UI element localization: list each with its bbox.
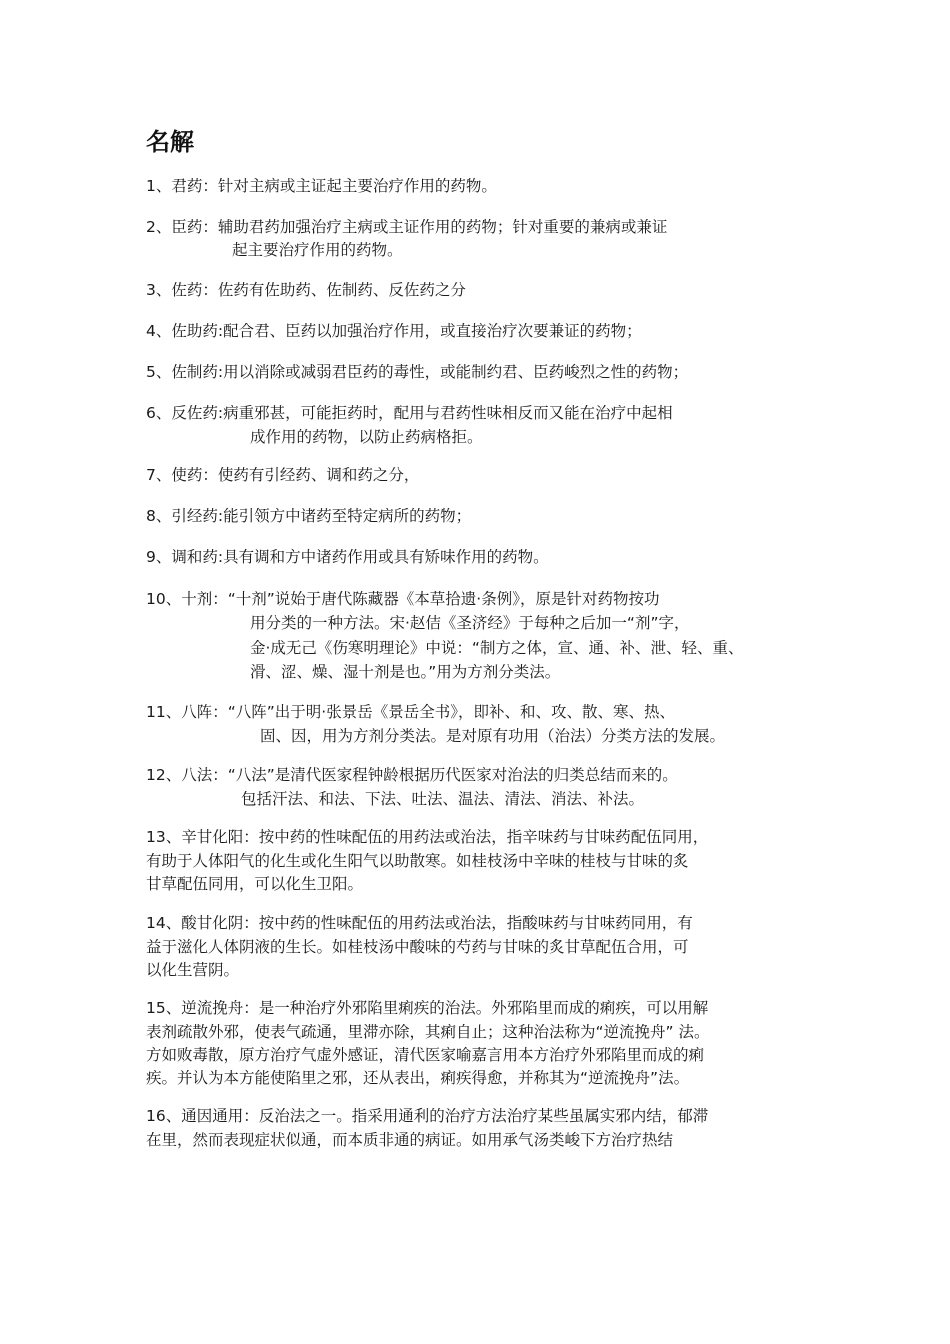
entry-7-line-1: 7、使药：使药有引经药、调和药之分， — [146, 466, 420, 484]
entry-4-line-1: 4、佐助药:配合君、臣药以加强治疗作用，或直接治疗次要兼证的药物； — [146, 322, 642, 340]
entry-14-line-2: 益于滋化人体阴液的生长。如桂枝汤中酸味的芍药与甘味的炙甘草配伍合用，可 — [146, 938, 689, 956]
entry-4-label: 4、佐助药: — [146, 322, 224, 340]
entry-1-line-1: 1、君药：针对主病或主证起主要治疗作用的药物。 — [146, 177, 497, 195]
entry-15-label: 15、逆流挽舟： — [146, 999, 259, 1017]
entry-12-line-1: 12、八法：“八法”是清代医家程钟龄根据历代医家对治法的归类总结而来的。 — [146, 766, 678, 784]
entry-11-label: 11、八阵： — [146, 703, 228, 721]
entry-16-line-1: 16、通因通用：反治法之一。指采用通利的治疗方法治疗某些虽属实邪内结，郁滞 — [146, 1107, 709, 1125]
entry-13-line-3: 甘草配伍同用，可以化生卫阳。 — [146, 875, 364, 893]
entry-5-line-1: 5、佐制药:用以消除或减弱君臣药的毒性，或能制约君、臣药峻烈之性的药物； — [146, 363, 689, 381]
entry-14-line-3: 以化生营阴。 — [146, 961, 240, 979]
page-title: 名解 — [146, 128, 194, 156]
entry-10-line-1: 10、十剂：“十剂”说始于唐代陈藏器《本草拾遗·条例》，原是针对药物按功 — [146, 590, 660, 608]
entry-12-line-2: 包括汗法、和法、下法、吐法、温法、清法、消法、补法。 — [241, 790, 645, 808]
entry-3-label: 3、佐药： — [146, 281, 218, 299]
entry-2-label: 2、臣药： — [146, 218, 218, 236]
entry-6-label: 6、反佐药: — [146, 404, 224, 422]
entry-15-line-4: 疾。并认为本方能使陷里之邪，还从表出，痢疾得愈，并称其为“逆流挽舟”法。 — [146, 1069, 690, 1087]
entry-3-line-1: 3、佐药：佐药有佐助药、佐制药、反佐药之分 — [146, 281, 466, 299]
entry-10-line-4: 滑、涩、燥、湿十剂是也。”用为方剂分类法。 — [250, 663, 561, 681]
entry-11-line-2: 固、因，用为方剂分类法。是对原有功用（治法）分类方法的发展。 — [260, 727, 726, 745]
entry-10-line-3: 金·成无己《伤寒明理论》中说：“制方之体，宣、通、补、泄、轻、重、 — [250, 639, 744, 657]
entry-2-line-2: 起主要治疗作用的药物。 — [232, 241, 403, 259]
entry-8-label: 8、引经药: — [146, 507, 224, 525]
entry-13-label: 13、辛甘化阳： — [146, 828, 259, 846]
entry-16-label: 16、通因通用： — [146, 1107, 259, 1125]
entry-15-line-1: 15、逆流挽舟：是一种治疗外邪陷里痢疾的治法。外邪陷里而成的痢疾，可以用解 — [146, 999, 709, 1017]
entry-2-line-1: 2、臣药：辅助君药加强治疗主病或主证作用的药物；针对重要的兼病或兼证 — [146, 218, 668, 236]
entry-7-label: 7、使药： — [146, 466, 218, 484]
entry-6-line-1: 6、反佐药:病重邪甚，可能拒药时，配用与君药性味相反而又能在治疗中起相 — [146, 404, 673, 422]
entry-11-line-1: 11、八阵：“八阵”出于明·张景岳《景岳全书》，即补、和、攻、散、寒、热、 — [146, 703, 675, 721]
entry-12-label: 12、八法： — [146, 766, 228, 784]
entry-9-label: 9、调和药: — [146, 548, 224, 566]
entry-8-line-1: 8、引经药:能引领方中诸药至特定病所的药物； — [146, 507, 472, 525]
entry-6-line-2: 成作用的药物，以防止药病格拒。 — [250, 428, 483, 446]
entry-10-label: 10、十剂： — [146, 590, 228, 608]
entry-1-label: 1、君药： — [146, 177, 218, 195]
entry-10-line-2: 用分类的一种方法。宋·赵佶《圣济经》于每种之后加一“剂”字， — [250, 614, 690, 632]
entry-13-line-2: 有助于人体阳气的化生或化生阳气以助散寒。如桂枝汤中辛味的桂枝与甘味的炙 — [146, 852, 689, 870]
entry-15-line-3: 方如败毒散，原方治疗气虚外感证，清代医家喻嘉言用本方治疗外邪陷里而成的痢 — [146, 1046, 705, 1064]
entry-13-line-1: 13、辛甘化阳：按中药的性味配伍的用药法或治法，指辛味药与甘味药配伍同用， — [146, 828, 709, 846]
entry-14-label: 14、酸甘化阴： — [146, 914, 259, 932]
entry-14-line-1: 14、酸甘化阴：按中药的性味配伍的用药法或治法，指酸味药与甘味药同用，有 — [146, 914, 693, 932]
entry-9-line-1: 9、调和药:具有调和方中诸药作用或具有矫味作用的药物。 — [146, 548, 549, 566]
entry-5-label: 5、佐制药: — [146, 363, 224, 381]
entry-16-line-2: 在里，然而表现症状似通，而本质非通的病证。如用承气汤类峻下方治疗热结 — [146, 1131, 674, 1149]
entry-15-line-2: 表剂疏散外邪，使表气疏通，里滞亦除，其痢自止；这种治法称为“逆流挽舟” 法。 — [146, 1023, 710, 1041]
